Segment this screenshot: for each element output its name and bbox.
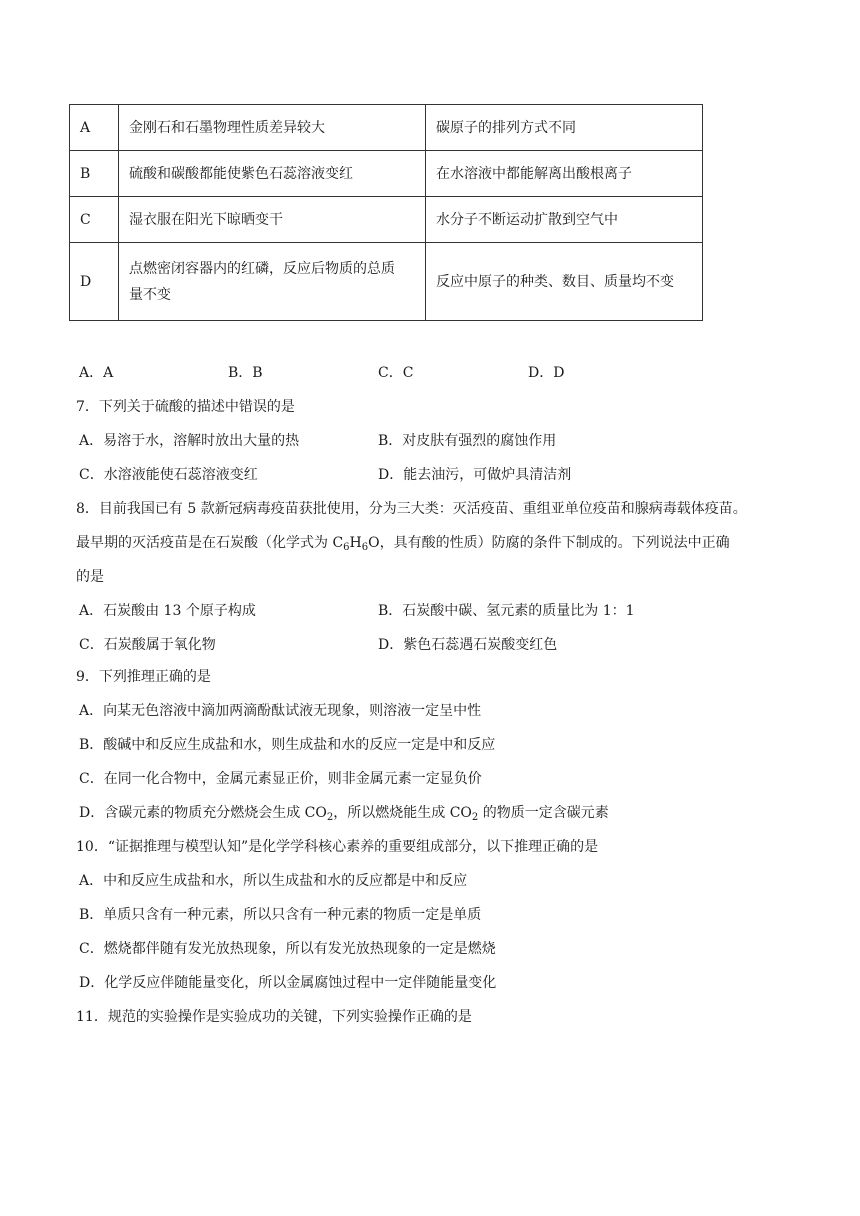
q8-stem-line-2: 最早期的灭活疫苗是在石炭酸（化学式为 $C_6H_6O$，具有酸的性质）防腐的条件下制成的。下列说法中正确 <box>76 535 730 553</box>
q7-stem: 7．下列关于硫酸的描述中错误的是 <box>76 399 295 415</box>
q9-option-a[interactable]: A．向某无色溶液中滴加两滴酚酞试液无现象，则溶液一定呈中性 <box>79 703 482 719</box>
row-explanation: 在水溶液中都能解离出酸根离子 <box>426 151 703 197</box>
q6-option-b[interactable]: B．B <box>228 365 263 381</box>
q7-option-a[interactable]: A．易溶于水，溶解时放出大量的热 <box>79 433 300 449</box>
row-key: B <box>70 151 119 197</box>
row-explanation: 水分子不断运动扩散到空气中 <box>426 197 703 243</box>
option-table <box>69 104 703 321</box>
q9-option-d[interactable]: D．含碳元素的物质充分燃烧会生成 $CO_2$，所以燃烧能生成 $CO_2$ 的物质一定含碳元素 <box>79 805 609 823</box>
q10-option-c[interactable]: C．燃烧都伴随有发光放热现象，所以有发光放热现象的一定是燃烧 <box>79 941 496 957</box>
q6-option-a[interactable]: A．A <box>79 365 114 381</box>
row-explanation: 碳原子的排列方式不同 <box>426 105 703 151</box>
row-phenomenon-line: 点燃密闭容器内的红磷，反应后物质的总质 <box>129 260 395 277</box>
row-explanation: 反应中原子的种类、数目、质量均不变 <box>426 243 703 321</box>
table-row <box>70 151 703 197</box>
row-key: C <box>70 197 119 243</box>
q6-option-d[interactable]: D．D <box>528 365 565 381</box>
table-row <box>70 243 703 321</box>
q8-option-b[interactable]: B．石炭酸中碳、氢元素的质量比为 1：1 <box>378 603 635 619</box>
q11-stem: 11．规范的实验操作是实验成功的关键，下列实验操作正确的是 <box>76 1009 472 1025</box>
q9-stem: 9．下列推理正确的是 <box>76 669 211 685</box>
row-phenomenon: 硫酸和碳酸都能使紫色石蕊溶液变红 <box>119 151 426 197</box>
q8-option-a[interactable]: A．石炭酸由 13 个原子构成 <box>79 603 256 619</box>
q7-option-c[interactable]: C．水溶液能使石蕊溶液变红 <box>79 467 258 483</box>
table-row <box>70 105 703 151</box>
row-phenomenon <box>119 243 426 321</box>
q10-option-d[interactable]: D．化学反应伴随能量变化，所以金属腐蚀过程中一定伴随能量变化 <box>79 975 497 991</box>
q8-stem-line-3: 的是 <box>76 569 104 585</box>
q10-option-b[interactable]: B．单质只含有一种元素，所以只含有一种元素的物质一定是单质 <box>79 907 482 923</box>
row-phenomenon-line: 量不变 <box>129 286 171 303</box>
q10-option-a[interactable]: A．中和反应生成盐和水，所以生成盐和水的反应都是中和反应 <box>79 873 468 889</box>
q9-option-b[interactable]: B．酸碱中和反应生成盐和水，则生成盐和水的反应一定是中和反应 <box>79 737 496 753</box>
q8-stem-line-1: 8．目前我国已有 5 款新冠病毒疫苗获批使用，分为三大类：灭活疫苗、重组亚单位疫苗和腺病毒载体疫苗。 <box>76 501 747 517</box>
q10-stem: 10．“证据推理与模型认知”是化学学科核心素养的重要组成部分，以下推理正确的是 <box>76 839 599 855</box>
q7-option-b[interactable]: B．对皮肤有强烈的腐蚀作用 <box>378 433 557 449</box>
q6-option-c[interactable]: C．C <box>378 365 414 381</box>
table-row <box>70 197 703 243</box>
row-key: D <box>70 243 119 321</box>
q9-option-c[interactable]: C．在同一化合物中，金属元素显正价，则非金属元素一定显负价 <box>79 771 482 787</box>
row-phenomenon: 湿衣服在阳光下晾晒变干 <box>119 197 426 243</box>
q8-option-c[interactable]: C．石炭酸属于氧化物 <box>79 637 216 653</box>
q8-option-d[interactable]: D．紫色石蕊遇石炭酸变红色 <box>378 637 558 653</box>
row-key: A <box>70 105 119 151</box>
q7-option-d[interactable]: D．能去油污，可做炉具清洁剂 <box>378 467 572 483</box>
row-phenomenon: 金刚石和石墨物理性质差异较大 <box>119 105 426 151</box>
